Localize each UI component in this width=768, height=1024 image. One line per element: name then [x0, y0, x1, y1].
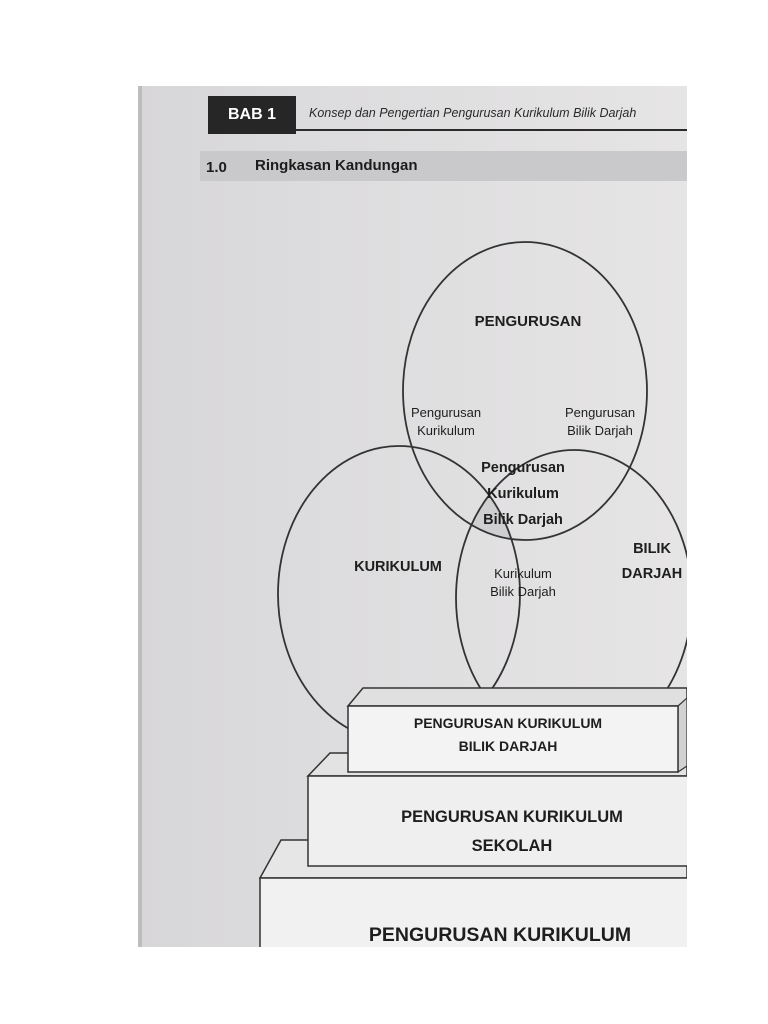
overlap-top-left-line2: Kurikulum — [417, 423, 475, 438]
tier-1-label-line2: BILIK DARJAH — [458, 738, 558, 754]
right-circle-label-line1: BILIK — [633, 541, 671, 557]
book-page — [138, 86, 687, 947]
tier-2-label-line1: PENGURUSAN KURIKULUM — [401, 808, 623, 826]
top-circle-label: PENGURUSAN — [474, 313, 582, 330]
overlap-bottom-line1: Kurikulum — [494, 566, 552, 581]
chapter-label: BAB 1 — [208, 96, 296, 134]
overlap-top-right-line1: Pengurusan — [564, 405, 636, 420]
overlap-top-right-line2: Bilik Darjah — [567, 423, 633, 438]
chapter-title: Konsep dan Pengertian Pengurusan Kurikulum Bilik Darjah — [309, 106, 637, 120]
section-title: Ringkasan Kandungan — [255, 157, 418, 174]
center-label-line3: Bilik Darjah — [483, 512, 563, 528]
tier-2-label-line2: SEKOLAH — [471, 837, 553, 855]
right-circle-label-line2: DARJAH — [621, 566, 683, 582]
overlap-top-left-line1: Pengurusan — [410, 405, 482, 420]
pyramid-tier-1 — [348, 688, 687, 772]
center-label-line2: Kurikulum — [487, 486, 559, 502]
tier-1-label-line1: PENGURUSAN KURIKULUM — [413, 715, 603, 731]
overlap-bottom-line2: Bilik Darjah — [490, 584, 556, 599]
content-summary-diagram — [138, 86, 687, 947]
tier-3-label-line1: PENGURUSAN KURIKULUM — [368, 924, 632, 946]
left-circle-label: KURIKULUM — [354, 559, 442, 575]
center-label-line1: Pengurusan — [481, 460, 565, 476]
section-number: 1.0 — [206, 159, 227, 176]
